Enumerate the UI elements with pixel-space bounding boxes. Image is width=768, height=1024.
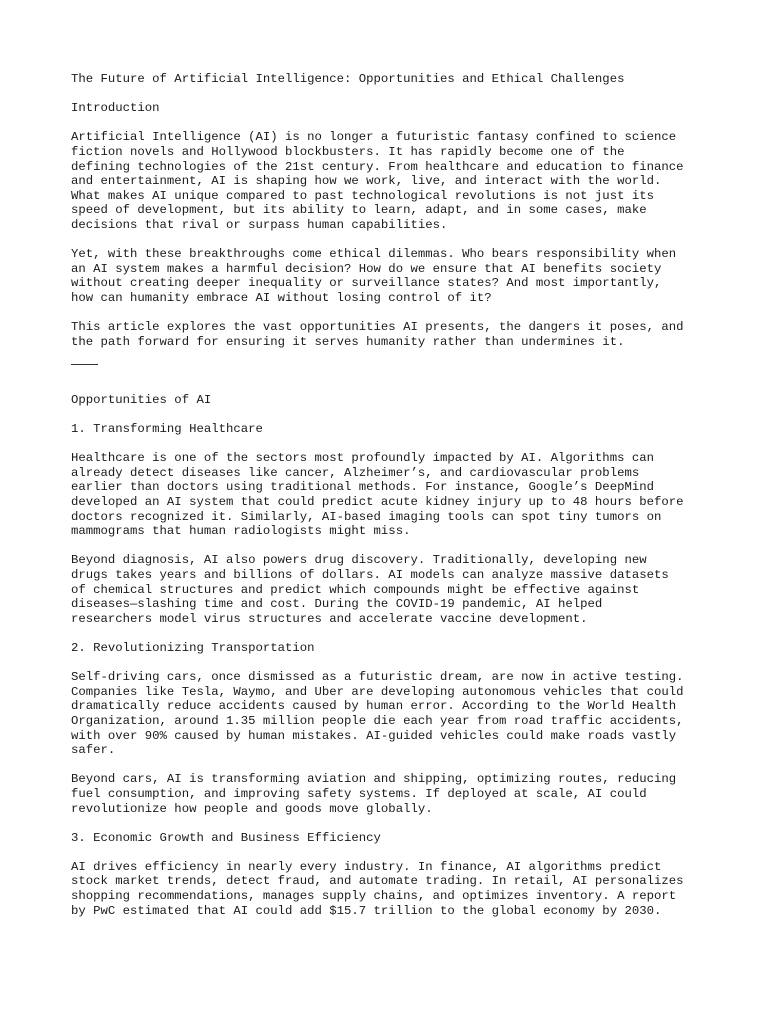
document-title: The Future of Artificial Intelligence: Opportunities and Ethical Challenges <box>71 72 625 86</box>
economy-paragraph-1: AI drives efficiency in nearly every industry. In finance, AI algorithms predict stock market trends, detect fraud, and automate trading. In retail, AI personalizes shopping recommendations, manages supply chains, and optimizes inventory. A report by PwC estimated that AI could add $15.7 trillion to the global economy by 2030. <box>71 859 684 918</box>
introduction-heading: Introduction <box>71 101 160 116</box>
intro-paragraph-3: This article explores the vast opportunities AI presents, the dangers it poses, and the path forward for ensuring it serves humanity rather than undermines it. <box>71 320 684 349</box>
transportation-paragraph-1: Self-driving cars, once dismissed as a futuristic dream, are now in active testing. Companies like Tesla, Waymo, and Uber are developing autonomous vehicles that could dramatically reduce accidents caused by human error. According to the World Health Organization, around 1.35 million people die each year from road traffic accidents, with over 90% caused by human mistakes. AI-guided vehicles could make roads vastly safer. <box>71 670 684 758</box>
section-heading-transportation: 2. Revolutionizing Transportation <box>71 640 315 655</box>
intro-paragraph-1: Artificial Intelligence (AI) is no longer a futuristic fantasy confined to science fiction novels and Hollywood blockbusters. It has rapidly become one of the defining technologies of the 21st century. From healthcare and education to finance and entertainment, AI is shaping how we work, live, and interact with the world. What makes AI unique compared to past technological revolutions is not just its speed of development, but its ability to learn, adapt, and in some cases, make decisions that rival or surpass human capabilities. <box>71 130 684 232</box>
opportunities-heading: Opportunities of AI <box>71 392 212 407</box>
section-divider <box>71 364 98 365</box>
section-heading-healthcare: 1. Transforming Healthcare <box>71 422 263 437</box>
document-page <box>71 72 711 933</box>
intro-paragraph-2: Yet, with these breakthroughs come ethical dilemmas. Who bears responsibility when an AI system makes a harmful decision? How do we ensure that AI benefits society without creating deeper inequality or surveillance states? And most importantly, how can humanity embrace AI without losing control of it? <box>71 247 677 305</box>
transportation-paragraph-2: Beyond cars, AI is transforming aviation and shipping, optimizing routes, reducing fuel consumption, and improving safety systems. If deployed at scale, AI could revolutionize how people and goods move globally. <box>71 772 677 816</box>
section-heading-economy: 3. Economic Growth and Business Efficiency <box>71 830 381 845</box>
healthcare-paragraph-2: Beyond diagnosis, AI also powers drug discovery. Traditionally, developing new drugs takes years and billions of dollars. AI models can analyze massive datasets of chemical structures and predict which compounds might be effective against diseases—slashing time and cost. During the COVID-19 pandemic, AI helped researchers model virus structures and accelerate vaccine development. <box>71 553 669 626</box>
healthcare-paragraph-1: Healthcare is one of the sectors most profoundly impacted by AI. Algorithms can already detect diseases like cancer, Alzheimer’s, and cardiovascular problems earlier than doctors using traditional methods. For instance, Google’s DeepMind developed an AI system that could predict acute kidney injury up to 48 hours before doctors recognized it. Similarly, AI-based imaging tools can spot tiny tumors on mammograms that human radiologists might miss. <box>71 451 684 539</box>
